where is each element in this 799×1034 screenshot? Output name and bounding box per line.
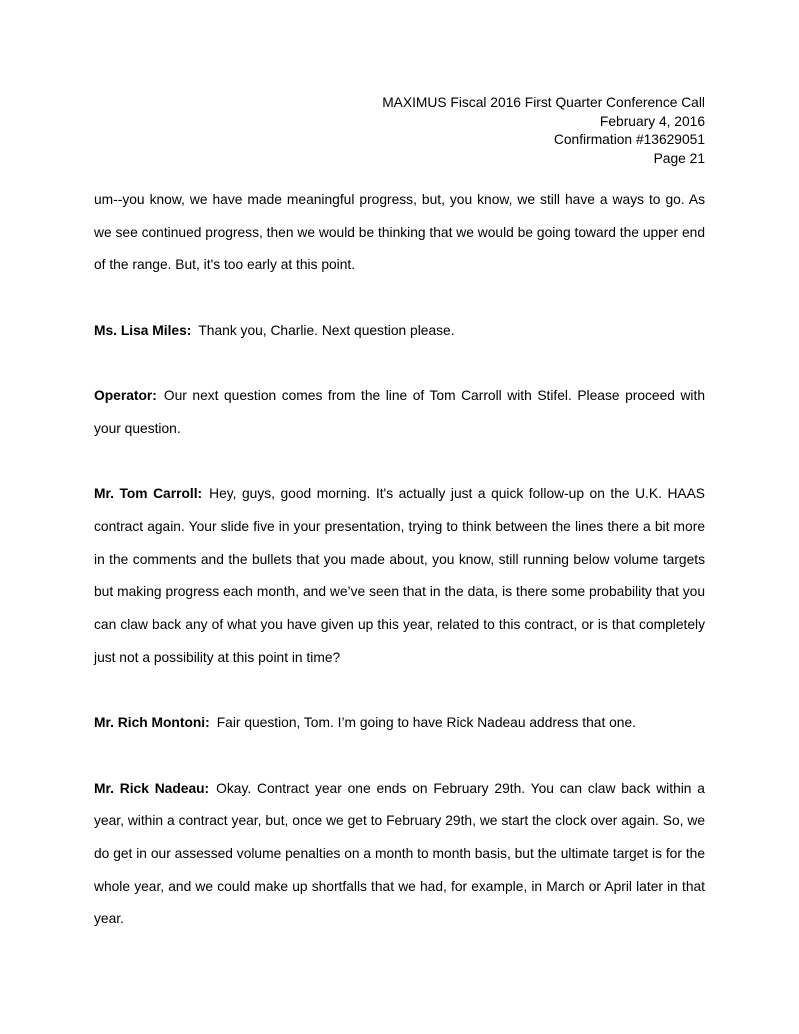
- header-title: MAXIMUS Fiscal 2016 First Quarter Conference Call: [382, 95, 705, 110]
- speaker-name: Operator:: [94, 388, 157, 404]
- paragraph-text: Our next question comes from the line of Tom Carroll with Stifel. Please proceed with your question.: [94, 388, 705, 436]
- paragraph-text: Thank you, Charlie. Next question please.: [198, 322, 455, 338]
- transcript-paragraph: [94, 773, 705, 937]
- transcript-paragraph: [94, 380, 705, 445]
- transcript-paragraph: [94, 184, 705, 282]
- paragraph-text: um--you know, we have made meaningful progress, but, you know, we still have a ways to go. As we see continued progress, then we would be thinking that we would be going toward the upper end of the range. But, it's too early at this point.: [94, 192, 705, 273]
- transcript-body: [94, 184, 705, 969]
- transcript-paragraph: [94, 315, 705, 348]
- speaker-name: Ms. Lisa Miles:: [94, 322, 192, 338]
- paragraph-text: Okay. Contract year one ends on February 29th. You can claw back within a year, within a contract year, but, once we get to February 29th, we start the clock over again. So, we do get in our assessed volume penalties on a month to month basis, but the ultimate target is for the whole year, and we could make up shortfalls that we had, for example, in March or April later in that year.: [94, 780, 705, 927]
- speaker-name: Mr. Tom Carroll:: [94, 486, 203, 502]
- header-confirmation: Confirmation #13629051: [553, 132, 705, 148]
- speaker-name: Mr. Rich Montoni:: [94, 715, 210, 731]
- speaker-name: Mr. Rick Nadeau:: [94, 780, 210, 796]
- transcript-paragraph: [94, 707, 705, 740]
- document-header: [94, 94, 705, 168]
- paragraph-text: Hey, guys, good morning. It's actually just a quick follow-up on the U.K. HAAS contract again. Your slide five in your presentation, trying to think between the lines there a bit more in the comments and the bullets that you made about, you know, still running below volume targets but making progress each month, and we’ve seen that in the data, is there some probability that you can claw back any of what you have given up this year, related to this contract, or is that completely just not a possibility at this point in time?: [94, 486, 706, 665]
- header-page-number: Page 21: [653, 150, 705, 166]
- paragraph-text: Fair question, Tom. I’m going to have Rick Nadeau address that one.: [216, 715, 636, 731]
- transcript-paragraph: [94, 478, 705, 674]
- header-date: February 4, 2016: [599, 113, 705, 129]
